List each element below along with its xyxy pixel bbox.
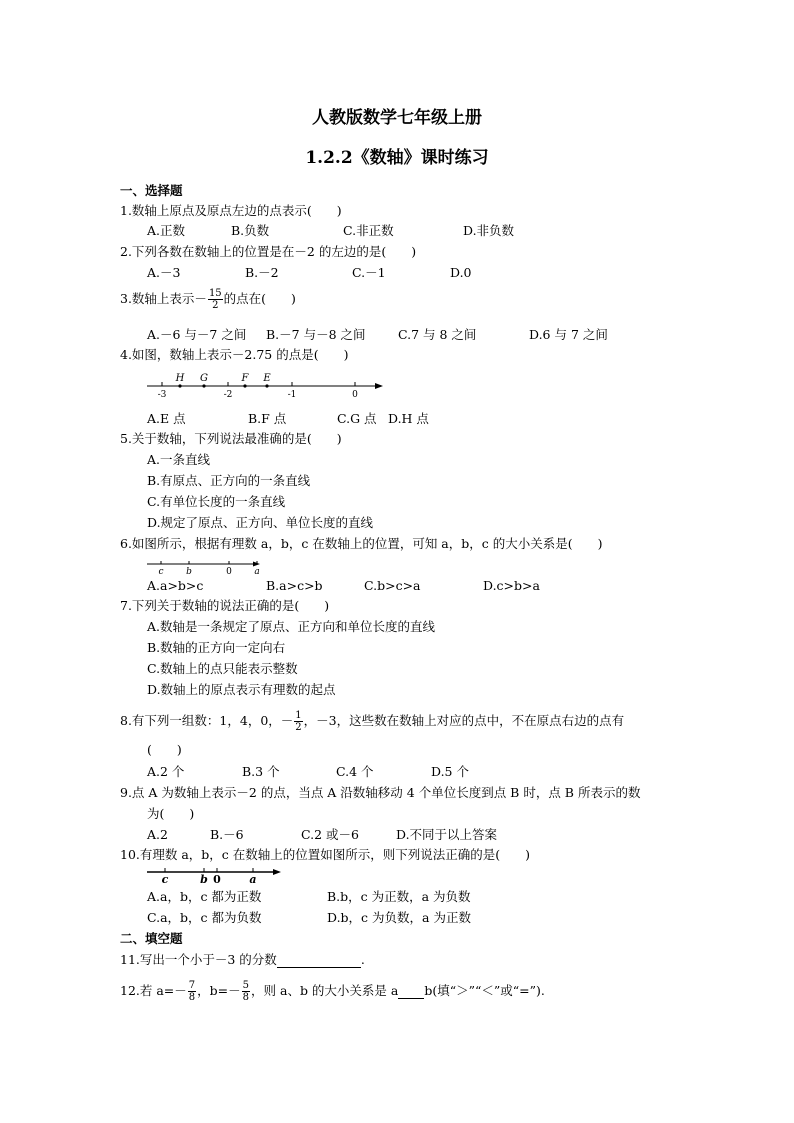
q4-point-f [243, 384, 246, 387]
question-8-fraction [294, 710, 302, 733]
question-2-option-c: C.－1 [352, 265, 386, 280]
question-2-option-a: A.－3 [147, 265, 181, 280]
question-9-option-a: A.2 [147, 827, 168, 842]
q4-tick-label-0: 0 [352, 390, 358, 400]
question-12-mid: ，b=－ [197, 983, 241, 998]
question-7-option-c: C.数轴上的点只能表示整数 [147, 661, 298, 676]
q4-axis-arrow [375, 383, 383, 389]
question-9-stem-line2: 为( ) [147, 806, 195, 821]
q4-label-g: G [200, 373, 208, 384]
q10-label-c: c [161, 873, 169, 886]
question-8-option-a: A.2 个 [147, 764, 185, 779]
question-4-option-d: D.H 点 [388, 411, 429, 426]
question-12-pre: 12.若 a=－ [120, 983, 187, 998]
question-3-stem-pre: 3.数轴上表示－ [120, 291, 207, 306]
question-5-stem: 5.关于数轴，下列说法最准确的是( ) [120, 431, 342, 446]
question-8-fraction-denominator: 2 [295, 722, 302, 733]
question-6-option-a: A.a>b>c [147, 578, 204, 593]
page-title: 人教版数学七年级上册 [312, 108, 482, 128]
question-12-answer-blank[interactable] [398, 984, 424, 999]
question-8-option-d: D.5 个 [431, 764, 469, 779]
question-9-option-c: C.2 或－6 [301, 827, 359, 842]
question-3-fraction-denominator: 2 [212, 300, 219, 311]
question-8-fraction-numerator: 1 [295, 710, 302, 721]
question-10-number-line [147, 866, 287, 886]
question-10-option-c: C.a，b，c 都为负数 [147, 910, 262, 925]
question-12-a-numerator: 7 [188, 980, 196, 991]
question-11-answer-blank[interactable] [277, 953, 361, 968]
q4-point-h [178, 384, 181, 387]
question-12-fraction-b [242, 980, 250, 1003]
question-4-option-b: B.F 点 [248, 411, 287, 426]
question-3-fraction-numerator: 15 [208, 288, 222, 299]
q4-tick-label-minus3: -3 [157, 390, 167, 400]
question-4-number-line [147, 370, 387, 404]
question-8-option-c: C.4 个 [336, 764, 374, 779]
question-6-number-line [147, 558, 267, 576]
question-4-option-c: C.G 点 [337, 411, 377, 426]
question-6-option-b: B.a>c>b [266, 578, 323, 593]
section-choice-heading: 一、选择题 [120, 183, 183, 198]
q10-label-a: a [249, 873, 257, 886]
question-4-option-a: A.E 点 [147, 411, 186, 426]
q4-tick-label-minus2: -2 [223, 390, 233, 400]
question-2-option-b: B.－2 [245, 265, 279, 280]
question-3-option-d: D.6 与 7 之间 [529, 327, 608, 342]
question-8-stem [120, 708, 624, 734]
question-2-option-d: D.0 [450, 265, 472, 280]
question-12-b-denominator: 8 [242, 992, 250, 1003]
question-8-answer-paren: ( ) [147, 742, 182, 757]
page-subtitle: 1.2.2《数轴》课时练习 [305, 148, 489, 168]
question-6-option-d: D.c>b>a [483, 578, 540, 593]
question-5-option-b: B.有原点、正方向的一条直线 [147, 473, 311, 488]
q4-label-h: H [175, 373, 185, 384]
question-6-stem: 6.如图所示，根据有理数 a，b，c 在数轴上的位置，可知 a，b，c 的大小关系是( ) [120, 536, 603, 551]
q6-label-c: c [158, 567, 164, 577]
question-12-fraction-a [188, 980, 196, 1003]
q4-point-e [265, 384, 268, 387]
question-10-option-d: D.b，c 为负数，a 为正数 [327, 910, 471, 925]
question-1-stem: 1.数轴上原点及原点左边的点表示( ) [120, 203, 342, 218]
question-3-stem-post: 的点在( ) [223, 291, 296, 306]
question-10-option-b: B.b，c 为正数，a 为负数 [327, 889, 471, 904]
question-3-stem [120, 288, 296, 311]
question-12-stem [120, 976, 545, 1006]
q6-label-b: b [186, 567, 192, 577]
question-12-b-numerator: 5 [242, 980, 250, 991]
question-8-option-b: B.3 个 [242, 764, 280, 779]
question-11-text: 11.写出一个小于－3 的分数 [120, 952, 277, 967]
question-1-option-c: C.非正数 [343, 223, 394, 238]
question-5-option-c: C.有单位长度的一条直线 [147, 494, 286, 509]
question-12-tail: b(填“＞”“＜”或“=”). [424, 983, 545, 998]
question-7-option-d: D.数轴上的原点表示有理数的起点 [147, 682, 336, 697]
q4-label-e: E [263, 373, 271, 384]
question-5-option-d: D.规定了原点、正方向、单位长度的直线 [147, 515, 374, 530]
section-fill-heading: 二、填空题 [120, 931, 183, 946]
question-3-option-b: B.－7 与－8 之间 [266, 327, 366, 342]
question-9-option-d: D.不同于以上答案 [396, 827, 498, 842]
question-1-option-d: D.非负数 [463, 223, 515, 238]
question-4-stem: 4.如图，数轴上表示－2.75 的点是( ) [120, 347, 349, 362]
question-3-option-c: C.7 与 8 之间 [398, 327, 477, 342]
q4-label-f: F [241, 373, 249, 384]
question-6-option-c: C.b>c>a [364, 578, 421, 593]
question-5-option-a: A.一条直线 [147, 452, 211, 467]
question-3-fraction [208, 288, 223, 311]
question-11-stem [120, 952, 365, 968]
question-12-a-denominator: 8 [188, 992, 196, 1003]
q10-axis-arrow [273, 869, 281, 875]
q10-label-b: b [200, 873, 208, 886]
question-9-option-b: B.－6 [210, 827, 244, 842]
question-7-stem: 7.下列关于数轴的说法正确的是( ) [120, 598, 330, 613]
question-7-option-a: A.数轴是一条规定了原点、正方向和单位长度的直线 [147, 619, 436, 634]
question-10-stem: 10.有理数 a，b，c 在数轴上的位置如图所示，则下列说法正确的是( ) [120, 847, 531, 862]
q4-tick-label-minus1: -1 [287, 390, 297, 400]
q10-label-0: 0 [213, 873, 221, 886]
question-3-option-a: A.－6 与－7 之间 [147, 327, 247, 342]
question-8-stem-pre: 8.有下列一组数：1，4，0，－ [120, 713, 294, 728]
q4-point-g [202, 384, 205, 387]
q6-label-0: 0 [226, 567, 232, 577]
question-2-stem: 2.下列各数在数轴上的位置是在－2 的左边的是( ) [120, 244, 417, 259]
question-10-option-a: A.a，b，c 都为正数 [147, 889, 262, 904]
question-11-end: . [360, 952, 365, 967]
question-7-option-b: B.数轴的正方向一定向右 [147, 640, 286, 655]
question-1-option-b: B.负数 [231, 223, 270, 238]
question-12-post: ，则 a、b 的大小关系是 a [251, 983, 399, 998]
question-8-stem-post: ，－3，这些数在数轴上对应的点中，不在原点右边的点有 [303, 713, 625, 728]
question-9-stem-line1: 9.点 A 为数轴上表示－2 的点，当点 A 沿数轴移动 4 个单位长度到点 B 时，点 B 所表示的数 [120, 785, 641, 800]
question-1-option-a: A.正数 [147, 223, 186, 238]
q6-label-a: a [254, 567, 260, 577]
